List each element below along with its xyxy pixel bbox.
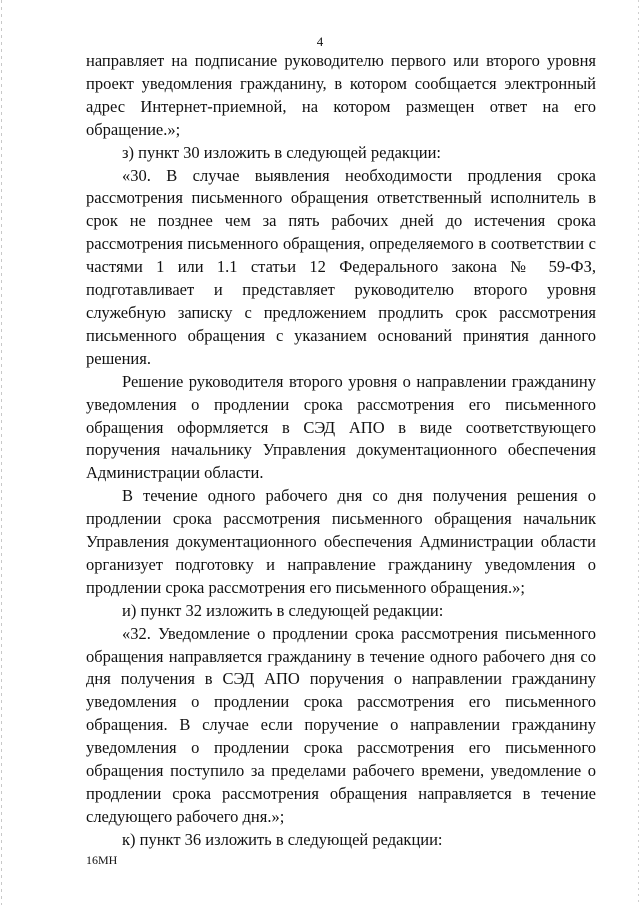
paragraph-item-z: з) пункт 30 изложить в следующей редакции: bbox=[122, 142, 442, 162]
document-body bbox=[86, 50, 596, 852]
paragraph-point-30: «30. В случае выявления необходимости продления срока рассмотрения письменного обращения ответственный исполнитель в срок не позднее чем за пять рабочих дней до истечения срока рассмотрения письменного обращения, определяемого в соответствии с частями 1 или 1.1 статьи 12 Федерального закона № 59-ФЗ, подготавливает и представляет руководителю второго уровня служебную записку с предложением продлить срок рассмотрения письменного обращения с указанием оснований принятия данного решения. bbox=[86, 165, 596, 368]
page-number: 4 bbox=[316, 34, 324, 49]
scan-edge-right bbox=[638, 0, 639, 905]
paragraph-continuation: направляет на подписание руководителю первого или второго уровня проект уведомления гражданину, в котором сообщается электронный адрес Интернет-приемной, на котором размещен ответ на его обращение.»; bbox=[86, 51, 596, 139]
scan-edge-left bbox=[1, 0, 2, 905]
paragraph-item-i: и) пункт 32 изложить в следующей редакции: bbox=[122, 600, 444, 620]
paragraph-item-k: к) пункт 36 изложить в следующей редакции: bbox=[122, 829, 443, 849]
footer-code: 16МН bbox=[86, 853, 118, 867]
paragraph-within-one-day: В течение одного рабочего дня со дня получения решения о продлении срока рассмотрения письменного обращения начальник Управления документационного обеспечения Администрации области организует подготовку и направление гражданину уведомления о продлении срока рассмотрения его письменного обращения.»; bbox=[86, 486, 596, 597]
paragraph-decision: Решение руководителя второго уровня о направлении гражданину уведомления о продлении срока рассмотрения его письменного обращения оформляется в СЭД АПО в виде соответствующего поручения начальнику Управления документационного обеспечения Администрации области. bbox=[86, 371, 596, 483]
paragraph-point-32: «32. Уведомление о продлении срока рассмотрения письменного обращения направляется гражданину в течение одного рабочего дня со дня получения в СЭД АПО поручения о направлении гражданину уведомления о продлении срока рассмотрения его письменного обращения. В случае если поручение о направлении гражданину уведомления о продлении срока рассмотрения его письменного обращения поступило за пределами рабочего времени, уведомление о продлении срока рассмотрения обращения направляется в течение следующего рабочего дня.»; bbox=[86, 623, 596, 826]
